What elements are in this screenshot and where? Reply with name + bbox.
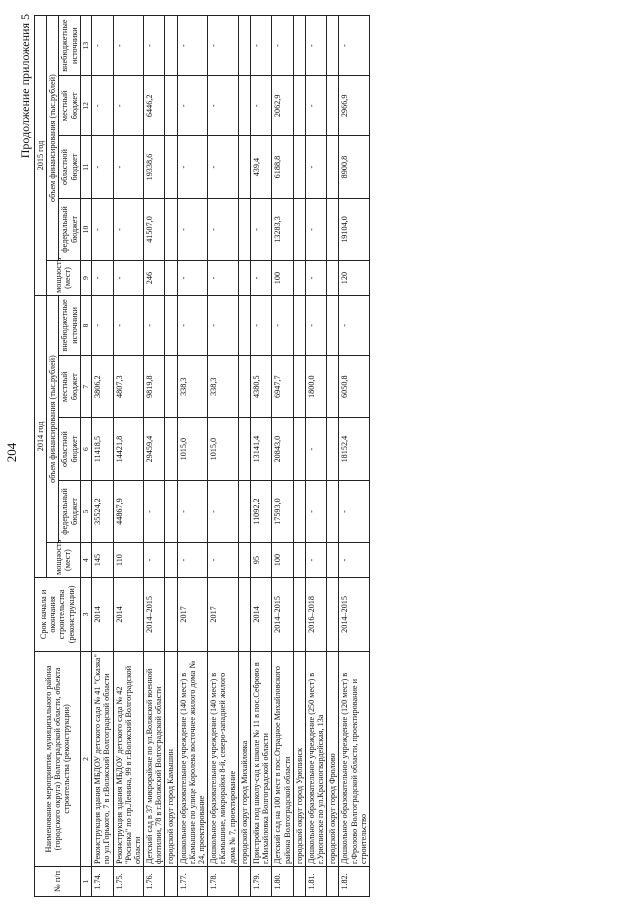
cell-term: 2014–2015 bbox=[272, 577, 293, 651]
cell-ext14: - bbox=[113, 295, 144, 355]
cell-loc15: 2062,9 bbox=[272, 76, 293, 136]
section-empty-cell bbox=[327, 295, 339, 355]
col-num: 4 bbox=[80, 543, 91, 578]
column-number-row bbox=[80, 16, 91, 897]
header-ext-2014: внебюджетные источники bbox=[59, 295, 80, 355]
cell-reg14: 20843,0 bbox=[272, 418, 293, 480]
cell-ext15: - bbox=[305, 16, 326, 76]
cell-term: 2014 bbox=[92, 577, 113, 651]
header-row-1 bbox=[35, 16, 47, 897]
cell-cap15: - bbox=[177, 261, 208, 296]
section-title: городской округ город Камышин bbox=[165, 651, 177, 866]
table-row bbox=[250, 16, 271, 897]
cell-loc14: 9819,8 bbox=[144, 355, 165, 417]
cell-no: 1.74. bbox=[92, 866, 113, 896]
table-row bbox=[208, 16, 239, 897]
table-row bbox=[339, 16, 370, 897]
section-empty-cell bbox=[165, 866, 177, 896]
cell-fed15: - bbox=[250, 198, 271, 260]
section-empty-cell bbox=[293, 16, 305, 76]
cell-cap15: - bbox=[208, 261, 239, 296]
continuation-label: Продолжение приложения 5 bbox=[18, 14, 32, 159]
section-empty-cell bbox=[165, 355, 177, 417]
cell-loc15: - bbox=[208, 76, 239, 136]
section-empty-cell bbox=[238, 16, 250, 76]
header-loc-2015: местный бюджет bbox=[59, 76, 80, 136]
cell-no: 1.76. bbox=[144, 866, 165, 896]
cell-ext15: - bbox=[92, 16, 113, 76]
cell-reg14: 18152,4 bbox=[339, 418, 370, 480]
cell-ext14: - bbox=[144, 295, 165, 355]
cell-term: 2014 bbox=[250, 577, 271, 651]
section-empty-cell bbox=[293, 577, 305, 651]
header-loc-2014: местный бюджет bbox=[59, 355, 80, 417]
header-reg-2015: областной бюджет bbox=[59, 136, 80, 198]
section-empty-cell bbox=[238, 866, 250, 896]
cell-term: 2014 bbox=[113, 577, 144, 651]
table-row bbox=[113, 16, 144, 897]
section-empty-cell bbox=[327, 198, 339, 260]
cell-ext14: - bbox=[177, 295, 208, 355]
table-row bbox=[305, 16, 326, 897]
cell-loc14: 338,3 bbox=[177, 355, 208, 417]
cell-loc14: 6947,7 bbox=[272, 355, 293, 417]
cell-name: Детский сад на 100 мест в пос.Отрадное Михайловского района Волгоградской области bbox=[272, 651, 293, 866]
section-empty-cell bbox=[293, 136, 305, 198]
cell-reg14: 14421,8 bbox=[113, 418, 144, 480]
cell-ext15: - bbox=[250, 16, 271, 76]
cell-reg15: 439,4 bbox=[250, 136, 271, 198]
cell-term: 2016–2018 bbox=[305, 577, 326, 651]
cell-name: Реконструкция здания МБДОУ детского сада № 42 "Росинка" по пр.Ленина, 99 в г.Волжский Волгоградской области bbox=[113, 651, 144, 866]
section-empty-cell bbox=[165, 136, 177, 198]
section-empty-cell bbox=[238, 295, 250, 355]
cell-loc14: 4807,3 bbox=[113, 355, 144, 417]
col-num: 8 bbox=[80, 295, 91, 355]
cell-fed14: - bbox=[305, 480, 326, 542]
section-empty-cell bbox=[238, 355, 250, 417]
section-empty-cell bbox=[293, 76, 305, 136]
financing-table bbox=[34, 15, 370, 897]
cell-cap14: - bbox=[339, 543, 370, 578]
section-empty-cell bbox=[293, 480, 305, 542]
cell-reg15: - bbox=[305, 136, 326, 198]
cell-ext15: - bbox=[272, 16, 293, 76]
cell-cap14: 110 bbox=[113, 543, 144, 578]
cell-fed14: 44867,9 bbox=[113, 480, 144, 542]
header-capacity-2014: мощность (мест) bbox=[47, 543, 81, 578]
cell-fed14: - bbox=[208, 480, 239, 542]
cell-loc15: 2966,9 bbox=[339, 76, 370, 136]
cell-cap14: - bbox=[305, 543, 326, 578]
section-empty-cell bbox=[165, 261, 177, 296]
section-empty-cell bbox=[238, 76, 250, 136]
section-empty-cell bbox=[238, 418, 250, 480]
cell-ext15: - bbox=[177, 16, 208, 76]
cell-loc14: 3806,2 bbox=[92, 355, 113, 417]
section-empty-cell bbox=[327, 577, 339, 651]
cell-reg15: 8900,8 bbox=[339, 136, 370, 198]
section-empty-cell bbox=[165, 198, 177, 260]
cell-fed15: 41507,0 bbox=[144, 198, 165, 260]
cell-loc15: - bbox=[305, 76, 326, 136]
cell-name: Пристройка под школу-сад к школе № 11 в пос.Себрово в г.Михайловка Волгоградской области bbox=[250, 651, 271, 866]
section-empty-cell bbox=[293, 355, 305, 417]
cell-cap15: 120 bbox=[339, 261, 370, 296]
cell-reg15: - bbox=[92, 136, 113, 198]
header-year-2014: 2014 год bbox=[35, 295, 47, 577]
cell-loc14: 1800,0 bbox=[305, 355, 326, 417]
cell-no: 1.75. bbox=[113, 866, 144, 896]
cell-cap14: 95 bbox=[250, 543, 271, 578]
cell-ext15: - bbox=[208, 16, 239, 76]
section-empty-cell bbox=[293, 198, 305, 260]
cell-fed14: - bbox=[177, 480, 208, 542]
col-num: 10 bbox=[80, 198, 91, 260]
cell-no: 1.81. bbox=[305, 866, 326, 896]
header-name: Наименование мероприятия, муниципального района (городского округа) Волгоградской области, объекта строительства (реконструкции) bbox=[35, 651, 81, 866]
section-empty-cell bbox=[238, 136, 250, 198]
section-empty-cell bbox=[238, 261, 250, 296]
cell-name: Детский сад в 37 микрорайоне по ул.Волжской военной флотилии, 78 в г.Волжский Волгоградской области bbox=[144, 651, 165, 866]
cell-ext14: - bbox=[208, 295, 239, 355]
section-empty-cell bbox=[327, 418, 339, 480]
cell-fed14: 35524,2 bbox=[92, 480, 113, 542]
cell-no: 1.80. bbox=[272, 866, 293, 896]
section-row bbox=[238, 16, 250, 897]
cell-reg15: 19338,6 bbox=[144, 136, 165, 198]
col-num: 6 bbox=[80, 418, 91, 480]
cell-cap14: 100 bbox=[272, 543, 293, 578]
cell-name: Дошкольное образовательное учреждение (120 мест) в г.Фролово Волгоградской области, проектирование и строительство bbox=[339, 651, 370, 866]
cell-reg14: - bbox=[305, 418, 326, 480]
section-empty-cell bbox=[293, 418, 305, 480]
section-empty-cell bbox=[327, 866, 339, 896]
cell-loc15: 6446,2 bbox=[144, 76, 165, 136]
cell-reg14: 29459,4 bbox=[144, 418, 165, 480]
cell-ext14: - bbox=[339, 295, 370, 355]
cell-name: Дошкольное образовательное учреждение (140 мест) в г.Камышине по улице Королева восточнее жилого дома № 24, проектирование bbox=[177, 651, 208, 866]
cell-fed15: - bbox=[113, 198, 144, 260]
section-empty-cell bbox=[238, 198, 250, 260]
cell-ext15: - bbox=[339, 16, 370, 76]
cell-fed14: 17593,0 bbox=[272, 480, 293, 542]
cell-ext14: - bbox=[92, 295, 113, 355]
section-title: городской округ город Урюпинск bbox=[293, 651, 305, 866]
cell-no: 1.78. bbox=[208, 866, 239, 896]
section-title: городской округ город Михайловка bbox=[238, 651, 250, 866]
section-empty-cell bbox=[165, 480, 177, 542]
cell-loc15: - bbox=[177, 76, 208, 136]
col-num: 3 bbox=[80, 577, 91, 651]
header-term: Срок начала и окончания строительства (реконструкции) bbox=[35, 577, 81, 651]
header-fed-2014: федеральный бюджет bbox=[59, 480, 80, 542]
section-empty-cell bbox=[293, 295, 305, 355]
col-num: 5 bbox=[80, 480, 91, 542]
cell-reg15: 6188,8 bbox=[272, 136, 293, 198]
section-empty-cell bbox=[327, 76, 339, 136]
section-empty-cell bbox=[327, 543, 339, 578]
cell-cap14: 145 bbox=[92, 543, 113, 578]
col-num: 1 bbox=[80, 866, 91, 896]
cell-cap15: - bbox=[305, 261, 326, 296]
cell-loc15: - bbox=[113, 76, 144, 136]
cell-term: 2014–2015 bbox=[339, 577, 370, 651]
cell-reg15: - bbox=[208, 136, 239, 198]
section-empty-cell bbox=[165, 76, 177, 136]
cell-cap15: 246 bbox=[144, 261, 165, 296]
cell-reg15: - bbox=[177, 136, 208, 198]
cell-ext15: - bbox=[113, 16, 144, 76]
col-num: 13 bbox=[80, 16, 91, 76]
cell-reg14: 13141,4 bbox=[250, 418, 271, 480]
cell-reg14: 1015,0 bbox=[208, 418, 239, 480]
cell-ext15: - bbox=[144, 16, 165, 76]
cell-cap14: - bbox=[144, 543, 165, 578]
header-reg-2014: областной бюджет bbox=[59, 418, 80, 480]
table-row bbox=[177, 16, 208, 897]
col-num: 9 bbox=[80, 261, 91, 296]
cell-reg14: 1015,0 bbox=[177, 418, 208, 480]
cell-loc15: - bbox=[250, 76, 271, 136]
cell-cap15: 100 bbox=[272, 261, 293, 296]
section-title: городской округ город Фролово bbox=[327, 651, 339, 866]
section-empty-cell bbox=[327, 16, 339, 76]
header-fed-2015: федеральный бюджет bbox=[59, 198, 80, 260]
table-body bbox=[92, 16, 370, 897]
cell-no: 1.82. bbox=[339, 866, 370, 896]
cell-loc15: - bbox=[92, 76, 113, 136]
cell-fed14: - bbox=[339, 480, 370, 542]
page-number: 204 bbox=[4, 442, 19, 463]
cell-cap14: - bbox=[177, 543, 208, 578]
col-num: 2 bbox=[80, 651, 91, 866]
cell-reg14: 11418,5 bbox=[92, 418, 113, 480]
cell-cap15: - bbox=[250, 261, 271, 296]
col-num: 11 bbox=[80, 136, 91, 198]
section-empty-cell bbox=[327, 355, 339, 417]
section-empty-cell bbox=[327, 480, 339, 542]
cell-name: Дошкольное образовательное учреждение (140 мест) в г.Камышине, микрорайон 8-й, северо-западней жилого дома № 7, проектирование bbox=[208, 651, 239, 866]
table-row bbox=[92, 16, 113, 897]
section-row bbox=[165, 16, 177, 897]
section-row bbox=[327, 16, 339, 897]
cell-fed15: 19104,0 bbox=[339, 198, 370, 260]
table-row bbox=[272, 16, 293, 897]
section-empty-cell bbox=[238, 480, 250, 542]
header-capacity-2015: мощность (мест) bbox=[47, 261, 81, 296]
section-empty-cell bbox=[165, 16, 177, 76]
cell-ext14: - bbox=[272, 295, 293, 355]
col-num: 12 bbox=[80, 76, 91, 136]
section-empty-cell bbox=[165, 577, 177, 651]
cell-cap15: - bbox=[92, 261, 113, 296]
cell-loc14: 338,3 bbox=[208, 355, 239, 417]
cell-cap14: - bbox=[208, 543, 239, 578]
section-empty-cell bbox=[327, 136, 339, 198]
cell-term: 2014–2015 bbox=[144, 577, 165, 651]
section-empty-cell bbox=[293, 866, 305, 896]
cell-fed14: 11092,2 bbox=[250, 480, 271, 542]
section-empty-cell bbox=[293, 261, 305, 296]
cell-fed15: - bbox=[92, 198, 113, 260]
section-empty-cell bbox=[238, 577, 250, 651]
section-row bbox=[293, 16, 305, 897]
cell-fed15: - bbox=[305, 198, 326, 260]
col-num: 7 bbox=[80, 355, 91, 417]
header-ext-2015: внебюджетные источники bbox=[59, 16, 80, 76]
cell-term: 2017 bbox=[208, 577, 239, 651]
header-fin-2014: объем финансирования (тыс.рублей) bbox=[47, 295, 59, 542]
cell-name: Реконструкция здания МБДОУ детского сада № 41 "Сказка" по ул.Горького, 7 в г.Волжский Волгоградской области bbox=[92, 651, 113, 866]
cell-no: 1.77. bbox=[177, 866, 208, 896]
cell-ext14: - bbox=[250, 295, 271, 355]
section-empty-cell bbox=[165, 543, 177, 578]
cell-loc14: 6050,8 bbox=[339, 355, 370, 417]
header-no: № п/п bbox=[35, 866, 81, 896]
cell-cap15: - bbox=[113, 261, 144, 296]
section-empty-cell bbox=[238, 543, 250, 578]
header-year-2015: 2015 год bbox=[35, 16, 47, 296]
section-empty-cell bbox=[165, 418, 177, 480]
cell-no: 1.79. bbox=[250, 866, 271, 896]
cell-ext14: - bbox=[305, 295, 326, 355]
section-empty-cell bbox=[165, 295, 177, 355]
cell-name: Дошкольное образовательное учреждение (250 мест) в г.Урюпинске по ул.Красногвардейская, 13а bbox=[305, 651, 326, 866]
cell-fed14: - bbox=[144, 480, 165, 542]
cell-fed15: - bbox=[177, 198, 208, 260]
header-fin-2015: объем финансирования (тыс.рублей) bbox=[47, 16, 59, 261]
cell-loc14: 4380,5 bbox=[250, 355, 271, 417]
cell-reg15: - bbox=[113, 136, 144, 198]
cell-fed15: - bbox=[208, 198, 239, 260]
table-row bbox=[144, 16, 165, 897]
section-empty-cell bbox=[327, 261, 339, 296]
section-empty-cell bbox=[293, 543, 305, 578]
cell-fed15: 13283,3 bbox=[272, 198, 293, 260]
cell-term: 2017 bbox=[177, 577, 208, 651]
